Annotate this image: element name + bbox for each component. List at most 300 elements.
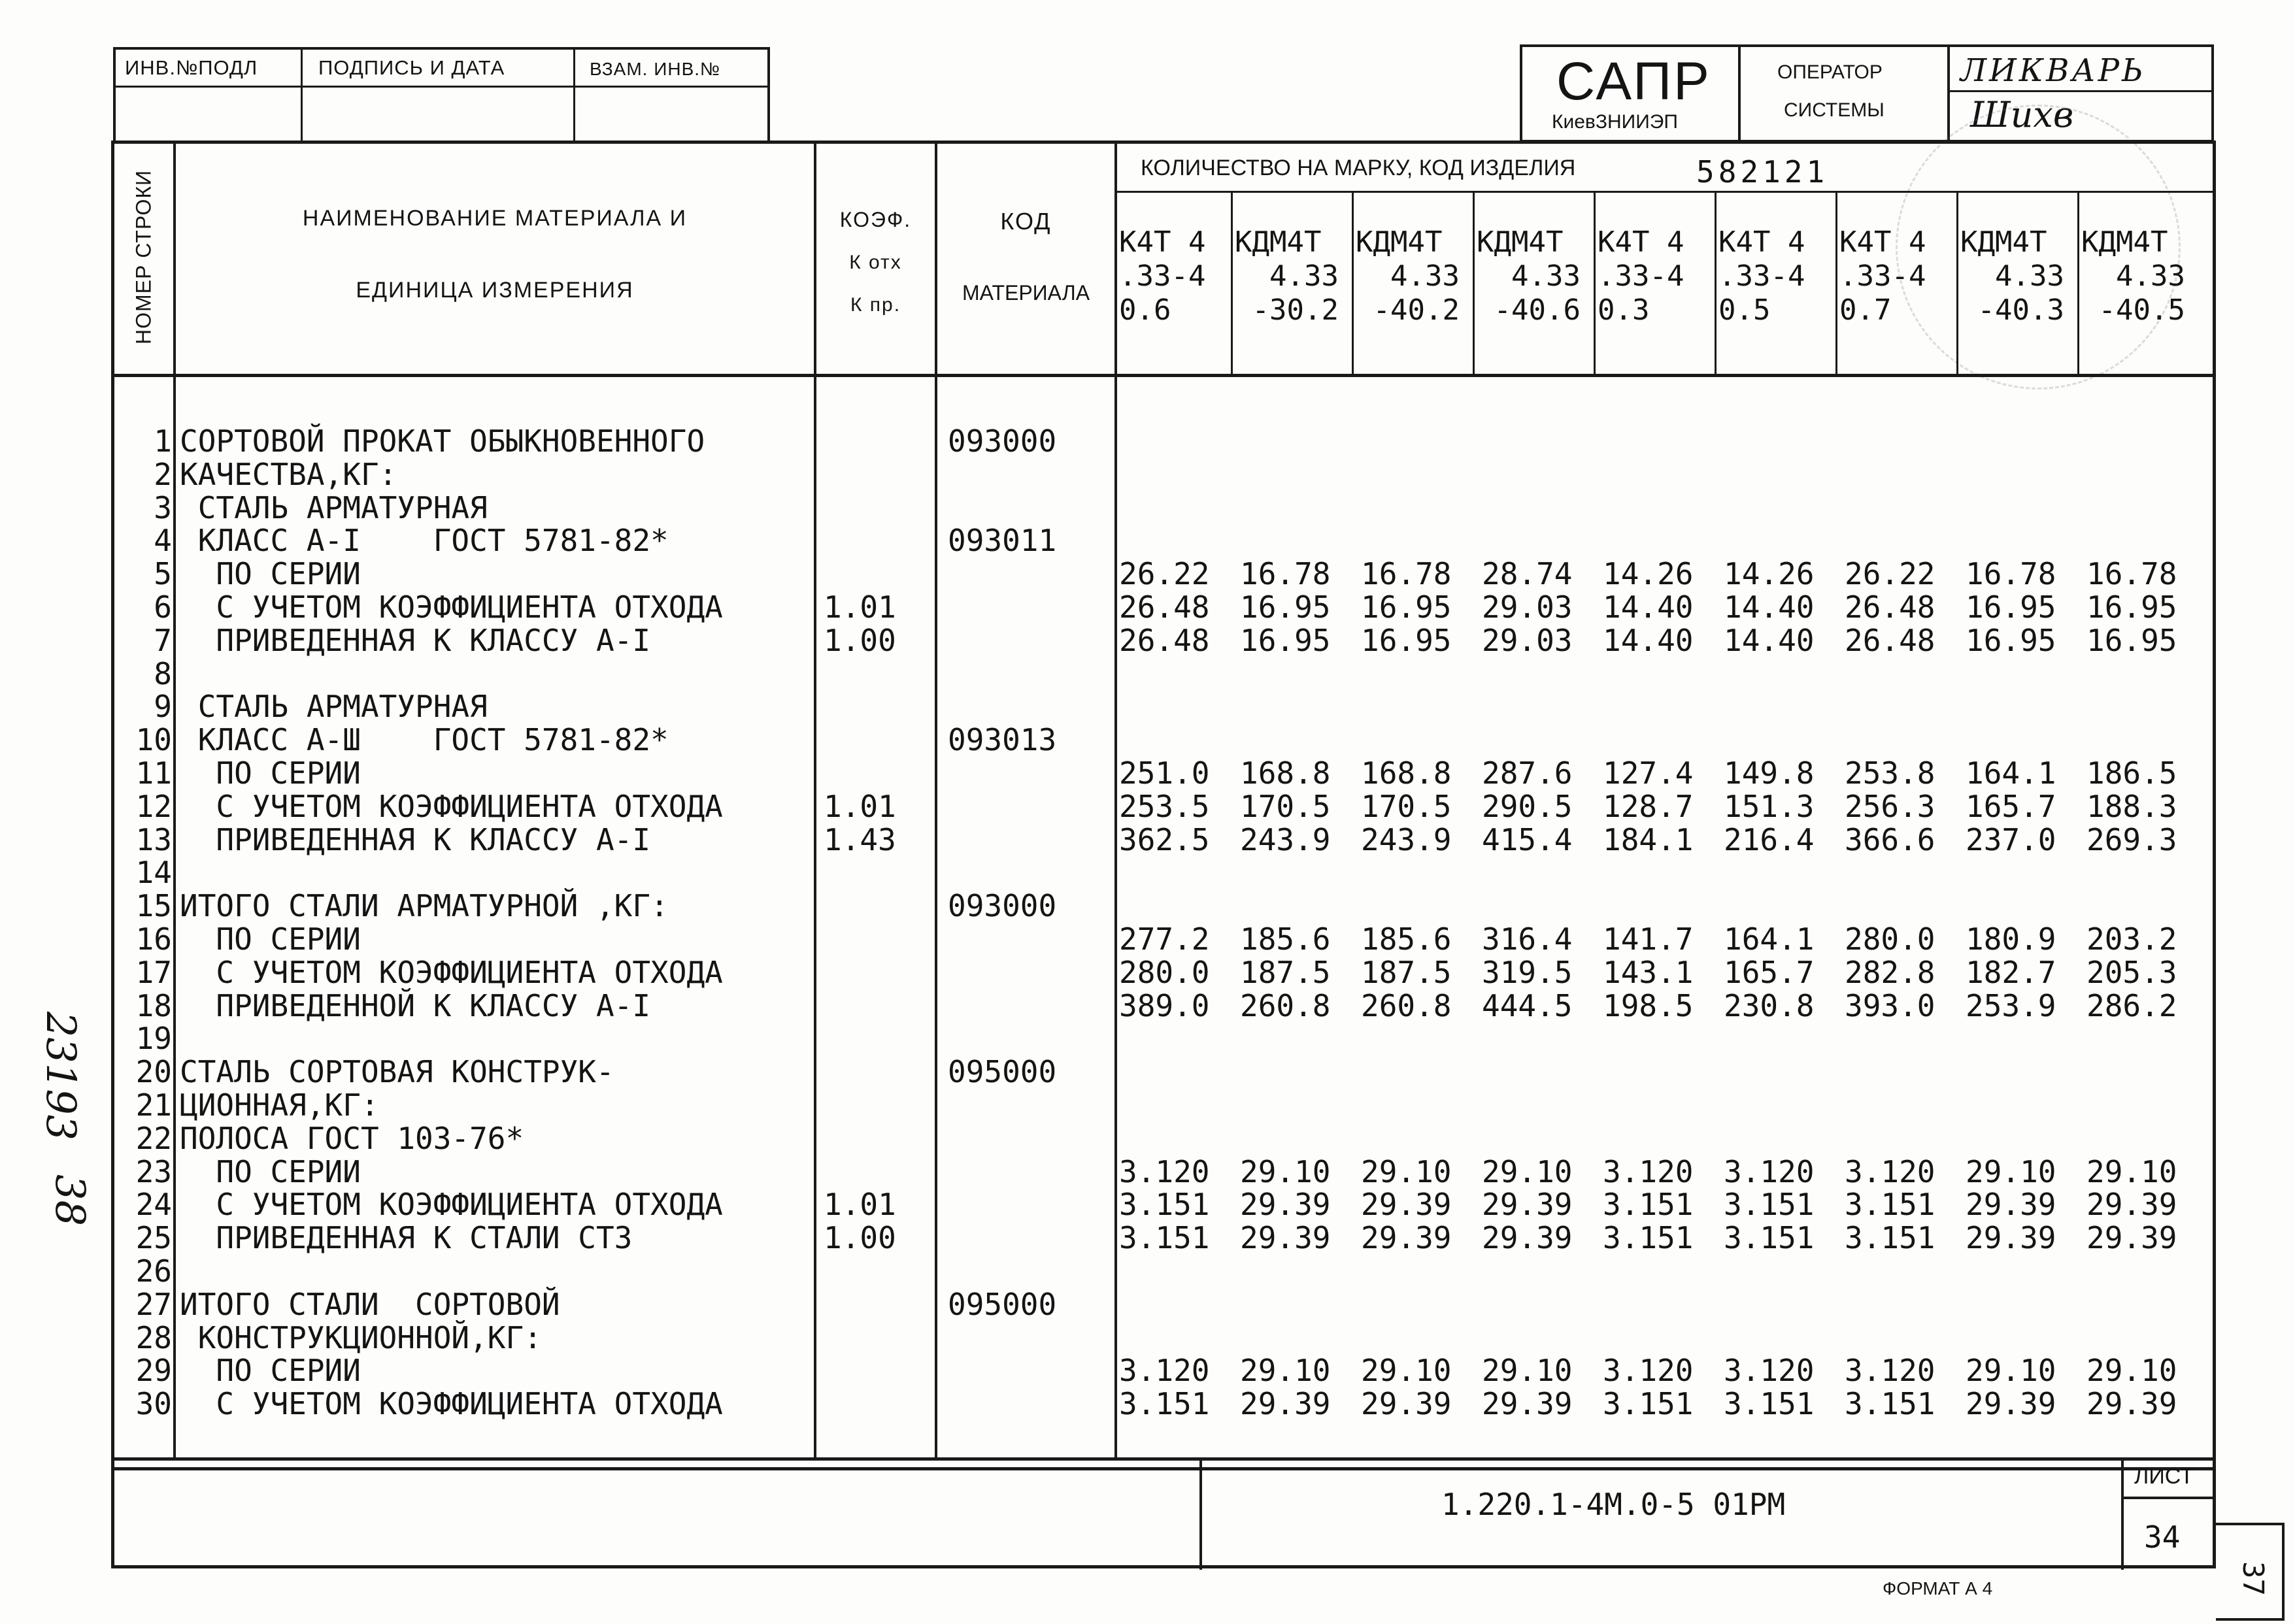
material-code [948, 790, 1111, 823]
quantity-cell: 16.95 [1240, 623, 1331, 658]
quantity-cell: 187.5 [1240, 955, 1331, 990]
row-number: 20 [135, 1054, 172, 1089]
quantity-cell: 3.151 [1603, 1187, 1694, 1222]
quantity-cell: 180.9 [1966, 921, 2056, 957]
sheet-label: ЛИСТ [2134, 1464, 2194, 1489]
material-code [948, 1188, 1111, 1221]
quantity-cell: 29.10 [1361, 1154, 1452, 1189]
quantity-cell: 3.151 [1724, 1386, 1815, 1421]
mark-header-line: 0.7 [1839, 293, 1892, 327]
material-code [948, 1387, 1111, 1420]
quantity-cell: 14.40 [1603, 623, 1694, 658]
quantity-cell: 29.39 [1240, 1220, 1331, 1255]
quantity-cell: 230.8 [1724, 988, 1815, 1023]
row-number: 29 [135, 1353, 172, 1388]
quantity-cell: 16.95 [2086, 623, 2177, 658]
quantity-cell: 316.4 [1482, 921, 1573, 957]
material-name: ИТОГО СТАЛИ АРМАТУРНОЙ ,КГ: [180, 888, 669, 923]
row-number: 19 [135, 1021, 172, 1056]
material-code [948, 989, 1111, 1022]
quantity-cell: 29.39 [2086, 1386, 2177, 1421]
replace-inv-header: ВЗАМ. ИНВ.№ [590, 59, 721, 79]
quantity-cell: 444.5 [1482, 988, 1573, 1023]
quantity-cell: 185.6 [1240, 921, 1331, 957]
quantity-cell: 251.0 [1119, 755, 1210, 791]
material-name: ПО СЕРИИ [180, 1353, 361, 1388]
material-name [180, 856, 814, 889]
quantity-cell: 14.40 [1724, 623, 1815, 658]
material-name: С УЧЕТОМ КОЭФФИЦИЕНТА ОТХОДА [180, 589, 723, 625]
row-number: 16 [135, 921, 172, 957]
material-name-header: НАИМЕНОВАНИЕ МАТЕРИАЛА И [302, 206, 688, 231]
coef-waste-header: К отх [849, 252, 902, 273]
material-name [180, 657, 814, 690]
sheet-number: 34 [2144, 1519, 2181, 1555]
mark-header-line: .33-4 [1718, 259, 1805, 293]
coefficient [824, 923, 935, 955]
quantity-cell: 287.6 [1482, 755, 1573, 791]
material-name: КЛАСС А-Ш ГОСТ 5781-82* [180, 722, 669, 757]
quantity-cell: 16.78 [1361, 556, 1452, 591]
quantity-cell: 203.2 [2086, 921, 2177, 957]
coefficient [824, 956, 935, 989]
quantity-cell: 3.151 [1603, 1220, 1694, 1255]
quantity-cell: 253.5 [1119, 789, 1210, 824]
row-number: 21 [135, 1087, 172, 1123]
coefficient [824, 889, 935, 922]
quantity-cell: 168.8 [1361, 755, 1452, 791]
quantity-cell: 151.3 [1724, 789, 1815, 824]
mark-header-5 [1598, 225, 1684, 327]
quantity-cell: 29.10 [1482, 1353, 1573, 1388]
quantity-cell: 16.78 [2086, 556, 2177, 591]
quantity-cell: 216.4 [1724, 822, 1815, 857]
margin-note-1: 23193 [37, 1011, 86, 1141]
quantity-cell: 29.10 [1240, 1353, 1331, 1388]
mark-header-line: .33-4 [1119, 259, 1206, 293]
row-number: 7 [154, 623, 172, 658]
quantity-cell: 16.95 [2086, 589, 2177, 625]
coefficient: 1.00 [824, 1220, 896, 1255]
coefficient [824, 1354, 935, 1387]
quantity-cell: 182.7 [1966, 955, 2056, 990]
quantity-cell: 26.48 [1845, 589, 1935, 625]
quantity-cell: 16.95 [1361, 589, 1452, 625]
quantity-cell: 243.9 [1240, 822, 1331, 857]
quantity-cell: 165.7 [1966, 789, 2056, 824]
coefficient: 1.01 [824, 789, 896, 824]
quantity-cell: 3.120 [1603, 1353, 1694, 1388]
quantity-cell: 29.39 [2086, 1220, 2177, 1255]
quantity-cell: 3.151 [1724, 1220, 1815, 1255]
material-code: 093011 [948, 523, 1057, 558]
mark-header-9 [2081, 225, 2185, 327]
quantity-cell: 16.78 [1966, 556, 2056, 591]
coefficient [824, 458, 935, 491]
quantity-cell: 188.3 [2086, 789, 2177, 824]
quantity-cell: 198.5 [1603, 988, 1694, 1023]
material-name: С УЧЕТОМ КОЭФФИЦИЕНТА ОТХОДА [180, 955, 723, 990]
material-code [948, 856, 1111, 889]
material-name: СТАЛЬ АРМАТУРНАЯ [180, 490, 488, 525]
row-number: 25 [135, 1220, 172, 1255]
coefficient: 1.43 [824, 822, 896, 857]
mark-header-line: 4.33 [1235, 259, 1339, 293]
quantity-cell: 14.40 [1724, 589, 1815, 625]
row-number: 24 [135, 1187, 172, 1222]
quantity-cell: 29.03 [1482, 623, 1573, 658]
coefficient [824, 1022, 935, 1055]
material-name: КЛАСС А-I ГОСТ 5781-82* [180, 523, 669, 558]
coefficient: 1.01 [824, 589, 896, 625]
material-code [948, 1321, 1111, 1354]
material-code: 093013 [948, 722, 1057, 757]
mark-header-line: КДМ4Т [2081, 225, 2168, 259]
mark-header-line: К4Т 4 [1119, 225, 1206, 259]
row-number: 15 [135, 888, 172, 923]
coefficient [824, 1089, 935, 1121]
mark-header-line: -40.6 [1477, 293, 1581, 327]
material-name: ПРИВЕДЕННАЯ К КЛАССУ А-I [180, 623, 651, 658]
quantity-cell: 260.8 [1240, 988, 1331, 1023]
unit-header: ЕДИНИЦА ИЗМЕРЕНИЯ [356, 278, 634, 303]
material-name: ПО СЕРИИ [180, 921, 361, 957]
material-code [948, 657, 1111, 690]
quantity-cell: 16.95 [1361, 623, 1452, 658]
row-number: 9 [154, 689, 172, 724]
coefficient [824, 1122, 935, 1155]
quantity-cell: 29.39 [2086, 1187, 2177, 1222]
quantity-cell: 185.6 [1361, 921, 1452, 957]
material-name: КАЧЕСТВА,КГ: [180, 457, 397, 492]
quantity-cell: 393.0 [1845, 988, 1935, 1023]
material-name: ПРИВЕДЕННАЯ К СТАЛИ СТ3 [180, 1220, 633, 1255]
material-name: СТАЛЬ СОРТОВАЯ КОНСТРУК- [180, 1054, 614, 1089]
quantity-cell: 29.39 [1966, 1187, 2056, 1222]
quantity-cell: 164.1 [1966, 755, 2056, 791]
material-name: ПО СЕРИИ [180, 1154, 361, 1189]
quantity-cell: 29.10 [1361, 1353, 1452, 1388]
mark-header-line: .33-4 [1598, 259, 1684, 293]
side-number: 37 [2236, 1561, 2270, 1596]
mark-header-line: 4.33 [1960, 259, 2064, 293]
quantity-cell: 29.10 [1240, 1154, 1331, 1189]
material-code [948, 458, 1111, 491]
quantity-cell: 280.0 [1119, 955, 1210, 990]
quantity-cell: 184.1 [1603, 822, 1694, 857]
quantity-cell: 29.39 [1482, 1220, 1573, 1255]
row-number: 10 [135, 722, 172, 757]
mark-header-line: 0.5 [1718, 293, 1771, 327]
mark-header-line: -40.5 [2081, 293, 2185, 327]
mark-header-line: 0.6 [1119, 293, 1171, 327]
quantity-cell: 14.26 [1724, 556, 1815, 591]
quantity-cell: 415.4 [1482, 822, 1573, 857]
material-name: ЦИОННАЯ,КГ: [180, 1087, 379, 1123]
quantity-cell: 29.39 [1966, 1386, 2056, 1421]
quantity-cell: 3.120 [1119, 1154, 1210, 1189]
quantity-cell: 29.39 [1361, 1386, 1452, 1421]
quantity-cell: 253.9 [1966, 988, 2056, 1023]
material-name: СОРТОВОЙ ПРОКАТ ОБЫКНОВЕННОГО [180, 423, 705, 459]
quantity-cell: 3.120 [1724, 1353, 1815, 1388]
margin-note-2: 38 [46, 1174, 94, 1226]
material-name: ПРИВЕДЕННАЯ К КЛАССУ А-I [180, 822, 651, 857]
quantity-cell: 29.39 [1240, 1187, 1331, 1222]
quantity-cell: 14.40 [1603, 589, 1694, 625]
material-code [948, 956, 1111, 989]
quantity-cell: 26.48 [1119, 589, 1210, 625]
row-number: 4 [154, 523, 172, 558]
material-code-header: КОД [1000, 208, 1052, 235]
material-code: 095000 [948, 1054, 1057, 1089]
quantity-cell: 243.9 [1361, 822, 1452, 857]
quantity-header: КОЛИЧЕСТВО НА МАРКУ, КОД ИЗДЕЛИЯ [1141, 156, 1576, 180]
quantity-cell: 3.120 [1724, 1154, 1815, 1189]
quantity-cell: 29.10 [1966, 1353, 2056, 1388]
row-number: 18 [135, 988, 172, 1023]
format-label: ФОРМАТ А 4 [1883, 1578, 1993, 1599]
quantity-cell: 286.2 [2086, 988, 2177, 1023]
quantity-cell: 14.26 [1603, 556, 1694, 591]
coefficient [824, 757, 935, 789]
row-number: 3 [154, 490, 172, 525]
sapr-logo: САПР [1556, 52, 1711, 111]
material-code [948, 1155, 1111, 1188]
mark-header-6 [1718, 225, 1805, 327]
document-code: 1.220.1-4М.0-5 01РМ [1441, 1487, 1786, 1522]
material-code [948, 757, 1111, 789]
material-name: ИТОГО СТАЛИ СОРТОВОЙ [180, 1287, 560, 1322]
material-code [948, 923, 1111, 955]
quantity-cell: 16.78 [1240, 556, 1331, 591]
coefficient [824, 856, 935, 889]
quantity-cell: 29.10 [2086, 1154, 2177, 1189]
material-code [948, 1255, 1111, 1287]
quantity-cell: 3.151 [1845, 1386, 1935, 1421]
row-number: 30 [135, 1386, 172, 1421]
coefficient [824, 1321, 935, 1354]
mark-header-line: КДМ4Т [1477, 225, 1564, 259]
mark-header-line: 4.33 [2081, 259, 2185, 293]
row-number: 5 [154, 556, 172, 591]
quantity-cell: 362.5 [1119, 822, 1210, 857]
row-number: 26 [135, 1253, 172, 1289]
quantity-cell: 127.4 [1603, 755, 1694, 791]
mark-header-line: .33-4 [1839, 259, 1926, 293]
quantity-cell: 29.39 [1361, 1187, 1452, 1222]
quantity-cell: 168.8 [1240, 755, 1331, 791]
material-code [948, 1354, 1111, 1387]
coefficient [824, 1387, 935, 1420]
material-name: ПО СЕРИИ [180, 755, 361, 791]
coefficient [824, 690, 935, 723]
material-name: ПОЛОСА ГОСТ 103-76* [180, 1121, 524, 1156]
quantity-cell: 16.95 [1966, 623, 2056, 658]
row-number: 23 [135, 1154, 172, 1189]
row-number: 11 [135, 755, 172, 791]
quantity-cell: 29.10 [1482, 1154, 1573, 1189]
quantity-cell: 141.7 [1603, 921, 1694, 957]
quantity-cell: 3.120 [1119, 1353, 1210, 1388]
material-code: 093000 [948, 423, 1057, 459]
quantity-cell: 29.39 [1482, 1386, 1573, 1421]
quantity-cell: 205.3 [2086, 955, 2177, 990]
material-code: 093000 [948, 888, 1057, 923]
coefficient [824, 491, 935, 524]
mark-header-line: 4.33 [1356, 259, 1460, 293]
material-name: С УЧЕТОМ КОЭФФИЦИЕНТА ОТХОДА [180, 1386, 723, 1421]
mark-header-line: 4.33 [1477, 259, 1581, 293]
material-name: С УЧЕТОМ КОЭФФИЦИЕНТА ОТХОДА [180, 789, 723, 824]
coefficient [824, 989, 935, 1022]
top-left-block [113, 47, 770, 144]
material-code [948, 557, 1111, 590]
main-table [111, 141, 2216, 1555]
operator-signature: Шихв [1970, 94, 2074, 135]
mark-header-2 [1235, 225, 1339, 327]
quantity-cell: 3.120 [1845, 1353, 1935, 1388]
quantity-cell: 3.151 [1603, 1386, 1694, 1421]
quantity-cell: 389.0 [1119, 988, 1210, 1023]
coefficient [824, 425, 935, 457]
coefficient: 1.01 [824, 1187, 896, 1222]
material-name [180, 1022, 814, 1055]
mark-header-line: К4Т 4 [1839, 225, 1926, 259]
quantity-cell: 29.39 [1240, 1386, 1331, 1421]
product-code: 582121 [1696, 154, 1829, 190]
coefficient [824, 1055, 935, 1088]
quantity-cell: 26.48 [1119, 623, 1210, 658]
quantity-cell: 29.39 [1361, 1220, 1452, 1255]
quantity-cell: 170.5 [1361, 789, 1452, 824]
material-code: 095000 [948, 1287, 1057, 1322]
coefficient [824, 657, 935, 690]
mark-header-1 [1119, 225, 1205, 327]
quantity-cell: 16.95 [1966, 589, 2056, 625]
quantity-cell: 3.120 [1845, 1154, 1935, 1189]
quantity-cell: 28.74 [1482, 556, 1573, 591]
material-code [948, 1221, 1111, 1254]
coef-header: КОЭФ. [839, 208, 912, 231]
material-name: КОНСТРУКЦИОННОЙ,КГ: [180, 1320, 542, 1355]
material-code [948, 591, 1111, 623]
mark-header-line: -30.2 [1235, 293, 1339, 327]
mark-header-8 [1960, 225, 2064, 327]
mark-header-line: КДМ4Т [1960, 225, 2047, 259]
material-name: ПО СЕРИИ [180, 556, 361, 591]
material-code [948, 823, 1111, 856]
quantity-cell: 16.95 [1240, 589, 1331, 625]
inv-number-header: ИНВ.№ПОДЛ [125, 56, 258, 79]
mark-header-4 [1477, 225, 1581, 327]
material-code [948, 690, 1111, 723]
mark-header-line: К4Т 4 [1718, 225, 1805, 259]
coefficient [824, 1288, 935, 1321]
quantity-cell: 366.6 [1845, 822, 1935, 857]
quantity-cell: 149.8 [1724, 755, 1815, 791]
quantity-cell: 29.39 [1482, 1187, 1573, 1222]
material-name: ПРИВЕДЕННОЙ К КЛАССУ А-I [180, 988, 651, 1023]
row-number: 22 [135, 1121, 172, 1156]
system-label: СИСТЕМЫ [1784, 99, 1885, 121]
coefficient: 1.00 [824, 623, 896, 658]
coefficient [824, 723, 935, 756]
row-number: 17 [135, 955, 172, 990]
quantity-cell: 29.39 [1966, 1220, 2056, 1255]
quantity-cell: 3.120 [1603, 1154, 1694, 1189]
mark-header-7 [1839, 225, 1926, 327]
coef-reduced-header: К пр. [850, 294, 901, 316]
quantity-cell: 186.5 [2086, 755, 2177, 791]
quantity-cell: 26.22 [1845, 556, 1935, 591]
quantity-cell: 3.151 [1845, 1187, 1935, 1222]
mark-header-line: -40.2 [1356, 293, 1460, 327]
quantity-cell: 29.10 [1966, 1154, 2056, 1189]
quantity-cell: 256.3 [1845, 789, 1935, 824]
quantity-cell: 128.7 [1603, 789, 1694, 824]
institute-name: КиевЗНИИЭП [1552, 111, 1678, 133]
material-code [948, 491, 1111, 524]
quantity-cell: 3.151 [1119, 1187, 1210, 1222]
row-number: 12 [135, 789, 172, 824]
quantity-cell: 290.5 [1482, 789, 1573, 824]
quantity-cell: 170.5 [1240, 789, 1331, 824]
quantity-cell: 3.151 [1119, 1220, 1210, 1255]
row-number: 27 [135, 1287, 172, 1322]
material-code [948, 1022, 1111, 1055]
row-number: 13 [135, 822, 172, 857]
quantity-cell: 187.5 [1361, 955, 1452, 990]
quantity-cell: 253.8 [1845, 755, 1935, 791]
row-number: 28 [135, 1320, 172, 1355]
material-name: СТАЛЬ АРМАТУРНАЯ [180, 689, 488, 724]
coefficient [824, 1255, 935, 1287]
material-code [948, 624, 1111, 657]
quantity-cell: 26.48 [1845, 623, 1935, 658]
quantity-cell: 282.8 [1845, 955, 1935, 990]
quantity-cell: 237.0 [1966, 822, 2056, 857]
row-number-header: НОМЕР СТРОКИ [131, 170, 156, 344]
row-number: 14 [135, 855, 172, 890]
quantity-cell: 26.22 [1119, 556, 1210, 591]
operator-name: ЛИКВАРЬ [1960, 52, 2146, 89]
quantity-cell: 29.10 [2086, 1353, 2177, 1388]
row-number: 2 [154, 457, 172, 492]
row-number: 6 [154, 589, 172, 625]
mark-header-line: 0.3 [1598, 293, 1650, 327]
material-code-header-2: МАТЕРИАЛА [962, 281, 1090, 305]
quantity-cell: 3.151 [1845, 1220, 1935, 1255]
quantity-cell: 165.7 [1724, 955, 1815, 990]
quantity-cell: 280.0 [1845, 921, 1935, 957]
material-name [180, 1255, 814, 1287]
quantity-cell: 277.2 [1119, 921, 1210, 957]
quantity-cell: 260.8 [1361, 988, 1452, 1023]
coefficient [824, 524, 935, 557]
mark-header-3 [1356, 225, 1460, 327]
mark-header-line: КДМ4Т [1235, 225, 1322, 259]
coefficient [824, 1155, 935, 1188]
quantity-cell: 29.03 [1482, 589, 1573, 625]
operator-label: ОПЕРАТОР [1777, 61, 1883, 83]
signature-date-header: ПОДПИСЬ И ДАТА [318, 56, 505, 79]
mark-header-line: КДМ4Т [1356, 225, 1443, 259]
material-code [948, 1122, 1111, 1155]
row-number: 8 [154, 656, 172, 691]
quantity-cell: 143.1 [1603, 955, 1694, 990]
mark-header-line: -40.3 [1960, 293, 2064, 327]
